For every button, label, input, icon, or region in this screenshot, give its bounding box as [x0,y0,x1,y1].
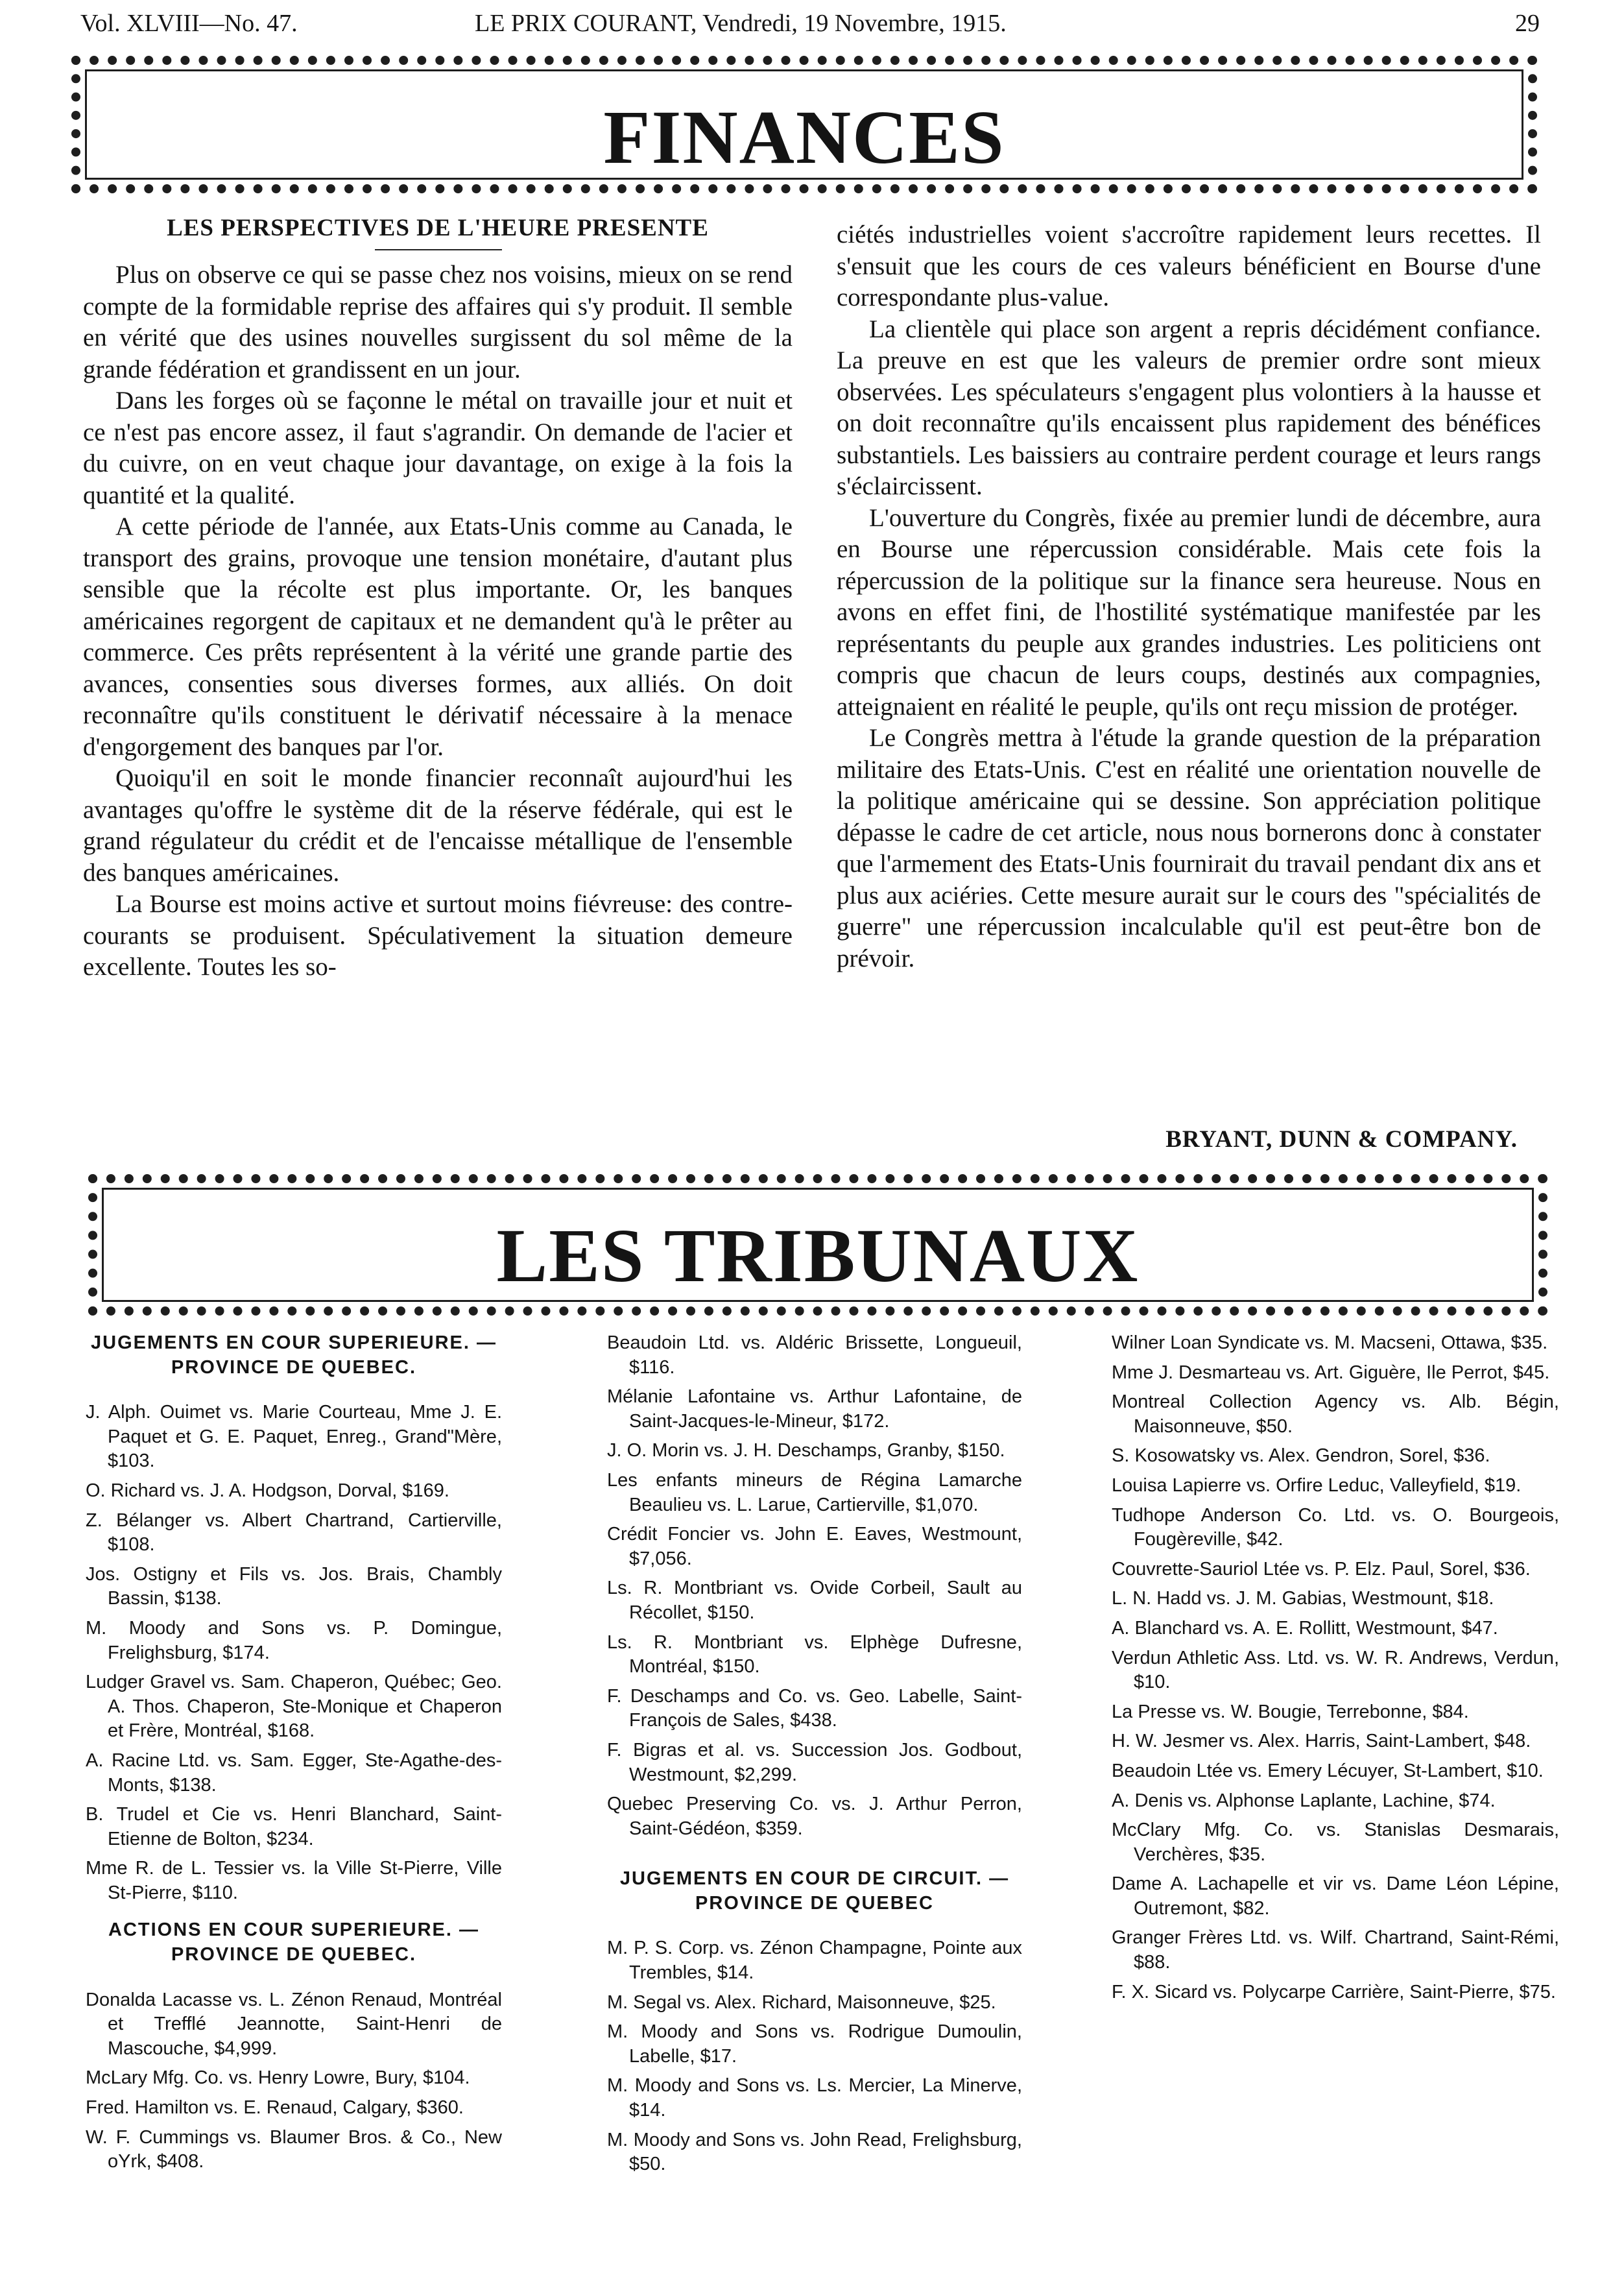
circuit-entry: Granger Frères Ltd. vs. Wilf. Chartrand, Saint-Rémi, $88. [1112,1927,1559,1973]
judgment-entry: Z. Bélanger vs. Albert Chartrand, Cartierville, $108. [86,1509,502,1556]
judgment-entry: Quebec Preserving Co. vs. J. Arthur Perron, Saint-Gédéon, $359. [607,1794,1022,1839]
article-paragraph: L'ouverture du Congrès, fixée au premier lundi de décembre, aura en Bourse une répercussion considérable. Mais cete fois la répercussion de la politique sur la finance sera heureuse. Nous en avons en effet fini, de l'hostilité systématique manifestée par les représentants du peuple aux grandes industries. Les politiciens ont compris que chacun de leurs coups, destinés aux compagnies, atteignaient en réalité le peuple, qu'ils ont reçu mission de protéger. [837,503,1541,721]
publication-title: LE PRIX COURANT, Vendredi, 19 Novembre, 1915. [475,10,1007,37]
article-paragraph: Le Congrès mettra à l'étude la grande question de la préparation militaire des Etats-Unis. C'est en réalité une orientation nouvelle de la politique américaine qui se dessine. Son appréciation politique dépasse le cadre de cet article, nous nous bornerons donc à constater que l'armement des Etats-Unis fournirait du travail pendant dix ans et plus aux aciéries. Cette mesure aurait sur le cours des "spécialités de guerre" une répercussion incalculable qu'il est peut-être bon de prévoir. [837,724,1541,972]
judgment-entry: Ludger Gravel vs. Sam. Chaperon, Québec; Geo. A. Thos. Chaperon, Ste-Monique et Chaperon et Frère, Montréal, $168. [86,1672,502,1742]
article-paragraph: A cette période de l'année, aux Etats-Unis comme au Canada, le transport des grains, provoque une tension monétaire, d'autant plus sensible que la récolte est plus importante. Or, les banques américaines regorgent de capitaux et ne demandent qu'à le prêter au commerce. Ces prêts représentent à la vérité une grande partie des avances, consenties sous diverses formes, aux alliés. On doit reconnaître qu'ils constituent le dérivatif nécessaire à la menace d'engorgement des banques par l'or. [83,512,793,761]
circuit-entry: M. Moody and Sons vs. John Read, Frelighsburg, $50. [607,2129,1022,2175]
page-header [80,9,1540,42]
article-paragraph: La Bourse est moins active et surtout moins fiévreuse: des contre-courants se produisent. Spéculativement la situation demeure excellente. Toutes les so- [83,890,793,981]
action-entry: McLary Mfg. Co. vs. Henry Lowre, Bury, $104. [86,2067,470,2089]
judgment-entry: Mme R. de L. Tessier vs. la Ville St-Pierre, Ville St-Pierre, $110. [86,1858,502,1903]
finance-column-left [83,259,793,983]
circuit-entry: A. Blanchard vs. A. E. Rollitt, Westmount, $47. [1112,1617,1498,1639]
judgment-entry: Mélanie Lafontaine vs. Arthur Lafontaine, de Saint-Jacques-le-Mineur, $172. [607,1386,1022,1432]
section-heading: ACTIONS EN COUR SUPERIEURE. — PROVINCE DE QUEBEC. [108,1919,479,1966]
judgment-entry: Ls. R. Montbriant vs. Ovide Corbeil, Sault au Récollet, $150. [607,1578,1022,1623]
judgment-entry: B. Trudel et Cie vs. Henri Blanchard, Saint-Etienne de Bolton, $234. [86,1804,502,1849]
tribunaux-column-3 [1112,1331,1559,2010]
volume-number: Vol. XLVIII—No. 47. [80,10,298,37]
finance-column-right [837,219,1541,974]
article-paragraph: Plus on observe ce qui se passe chez nos voisins, mieux on se rend compte de la formidable reprise des affaires qui s'y produit. Il semble en vérité que des usines nouvelles surgissent du sol même de la grande fédération et grandissent en un jour. [83,261,793,383]
judgment-entry: F. Bigras et al. vs. Succession Jos. Godbout, Westmount, $2,299. [607,1739,1022,1785]
section-heading: JUGEMENTS EN COUR SUPERIEURE. — PROVINCE DE QUEBEC. [91,1332,497,1378]
heading-rule [375,249,502,250]
article-paragraph: Quoiqu'il en soit le monde financier reconnaît aujourd'hui les avantages qu'offre le système dit de la réserve fédérale, qui est le grand régulateur du crédit et de l'encaisse métallique de l'ensemble des banques américaines. [83,764,793,887]
circuit-entry: Couvrette-Sauriol Ltée vs. P. Elz. Paul, Sorel, $36. [1112,1558,1531,1580]
article-paragraph: La clientèle qui place son argent a repris décidément confiance. La preuve en est que les valeurs de premier ordre sont mieux observées. Les spéculateurs s'engagent plus volontiers à la hausse et on doit reconnaître qu'ils encaissent plus rapidement des bénéfices substantiels. Les baissiers au contraire perdent courage et leurs rangs s'éclaircissent. [837,315,1541,500]
tribunaux-column-1 [86,1331,502,2180]
circuit-entry: Wilner Loan Syndicate vs. M. Macseni, Ottawa, $35. [1112,1332,1548,1353]
judgment-entry: F. Deschamps and Co. vs. Geo. Labelle, Saint-François de Sales, $438. [607,1685,1022,1731]
circuit-entry: Beaudoin Ltée vs. Emery Lécuyer, St-Lambert, $10. [1112,1760,1544,1781]
circuit-entry: M. Moody and Sons vs. Ls. Mercier, La Minerve, $14. [607,2075,1022,2121]
tribunaux-title: LES TRIBUNAUX [496,1213,1140,1298]
circuit-entry: Mme J. Desmarteau vs. Art. Giguère, Ile Perrot, $45. [1112,1362,1550,1383]
judgment-entry: M. Moody and Sons vs. P. Domingue, Frelighsburg, $174. [86,1617,502,1663]
judgment-entry: Ls. R. Montbriant vs. Elphège Dufresne, Montréal, $150. [607,1631,1022,1678]
circuit-entry: Tudhope Anderson Co. Ltd. vs. O. Bourgeois, Fougèreville, $42. [1112,1504,1559,1550]
action-entry: Donalda Lacasse vs. L. Zénon Renaud, Montréal et Trefflé Jeannotte, Saint-Henri de Mascouche, $4,999. [86,1989,502,2059]
circuit-entry: M. Moody and Sons vs. Rodrigue Dumoulin, Labelle, $17. [607,2021,1022,2067]
circuit-entry: F. X. Sicard vs. Polycarpe Carrière, Saint-Pierre, $75. [1112,1981,1556,2002]
article-signature: BRYANT, DUNN & COMPANY. [1165,1126,1518,1153]
judgment-entry: Jos. Ostigny et Fils vs. Jos. Brais, Chambly Bassin, $138. [86,1563,502,1609]
article-heading: LES PERSPECTIVES DE L'HEURE PRESENTE [167,215,709,241]
circuit-entry: Louisa Lapierre vs. Orfire Leduc, Valleyfield, $19. [1112,1474,1522,1496]
judgment-entry: A. Racine Ltd. vs. Sam. Egger, Ste-Agathe-des-Monts, $138. [86,1750,502,1796]
circuit-entry: La Presse vs. W. Bougie, Terrebonne, $84. [1112,1701,1469,1722]
circuit-entry: S. Kosowatsky vs. Alex. Gendron, Sorel, $36. [1112,1445,1490,1467]
circuit-entry: A. Denis vs. Alphonse Laplante, Lachine, $74. [1112,1790,1496,1811]
circuit-entry: Montreal Collection Agency vs. Alb. Bégin, Maisonneuve, $50. [1112,1391,1559,1437]
circuit-entry: M. P. S. Corp. vs. Zénon Champagne, Pointe aux Trembles, $14. [607,1938,1022,1984]
article-paragraph: ciétés industrielles voient s'accroître rapidement leurs recettes. Il s'ensuit que les cours de ces valeurs bénéficient en Bourse d'une correspondante plus-value. [837,221,1541,311]
finances-title: FINANCES [603,95,1005,180]
circuit-entry: L. N. Hadd vs. J. M. Gabias, Westmount, $18. [1112,1588,1494,1609]
circuit-entry: M. Segal vs. Alex. Richard, Maisonneuve, $25. [607,1991,996,2013]
judgment-entry: J. Alph. Ouimet vs. Marie Courteau, Mme J. E. Paquet et G. E. Paquet, Enreg., Grand"Mère, $103. [86,1402,502,1472]
circuit-entry: Dame A. Lachapelle et vir vs. Dame Léon Lépine, Outremont, $82. [1112,1873,1559,1919]
finances-banner [71,56,1537,193]
page-number: 29 [1515,10,1540,37]
judgment-entry: Beaudoin Ltd. vs. Aldéric Brissette, Longueuil, $116. [607,1332,1022,1378]
tribunaux-column-2 [607,1331,1022,2182]
action-entry: Fred. Hamilton vs. E. Renaud, Calgary, $360. [86,2097,464,2119]
section-heading: JUGEMENTS EN COUR DE CIRCUIT. — PROVINCE DE QUEBEC [619,1868,1010,1914]
judgment-entry: O. Richard vs. J. A. Hodgson, Dorval, $169. [86,1480,449,1501]
action-entry: W. F. Cummings vs. Blaumer Bros. & Co., New oYrk, $408. [86,2126,502,2172]
article-paragraph: Dans les forges où se façonne le métal on travaille jour et nuit et ce n'est pas encore assez, il faut s'agrandir. On demande de l'acier et du cuivre, on en veut chaque jour davantage, on exige à la fois la quantité et la qualité. [83,387,793,509]
circuit-entry: McClary Mfg. Co. vs. Stanislas Desmarais, Verchères, $35. [1112,1820,1559,1865]
tribunaux-banner [88,1174,1547,1316]
judgment-entry: J. O. Morin vs. J. H. Deschamps, Granby, $150. [607,1440,1005,1461]
circuit-entry: H. W. Jesmer vs. Alex. Harris, Saint-Lambert, $48. [1112,1731,1531,1752]
circuit-entry: Verdun Athletic Ass. Ltd. vs. W. R. Andrews, Verdun, $10. [1112,1647,1559,1693]
judgment-entry: Les enfants mineurs de Régina Lamarche Beaulieu vs. L. Larue, Cartierville, $1,070. [607,1469,1022,1515]
judgment-entry: Crédit Foncier vs. John E. Eaves, Westmount, $7,056. [607,1524,1022,1569]
